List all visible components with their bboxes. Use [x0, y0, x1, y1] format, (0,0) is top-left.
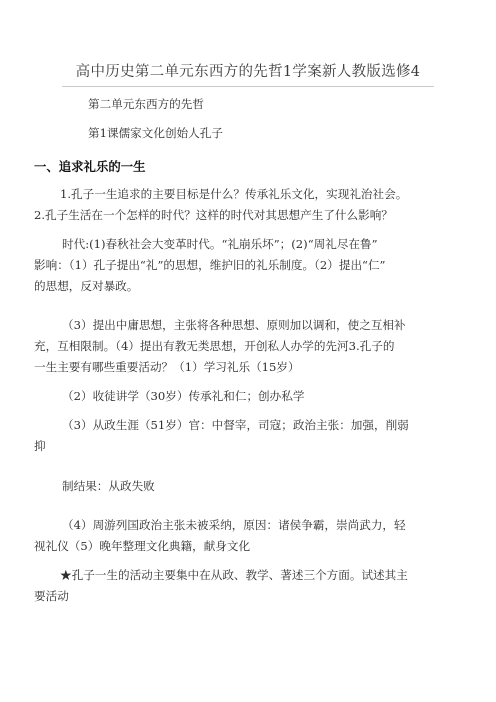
body-line: （3）从政生涯（51岁）官：中督宰，司寇；政治主张：加强，削弱 [62, 418, 409, 432]
body-line: 要活动 [34, 589, 69, 603]
body-line: （2）收徒讲学（30岁）传承礼和仁；创办私学 [62, 389, 305, 403]
unit-title: 第二单元东西方的先哲 [88, 97, 204, 111]
body-line: ★孔子一生的活动主要集中在从政、教学、著述三个方面。试述其主 [60, 568, 408, 582]
body-line: 视礼仪（5）晚年整理文化典籍，献身文化 [34, 539, 251, 553]
body-line: （3）提出中庸思想，主张将各种思想、原则加以调和，使之互相补 [62, 318, 406, 332]
body-line: 的思想，反对暴政。 [34, 279, 139, 293]
section-heading: 一、追求礼乐的一生 [34, 159, 146, 174]
body-line: 制结果：从政失败 [62, 479, 155, 493]
body-line: （4）周游列国政治主张未被采纳，原因：诸侯争霸，崇尚武力，轻 [62, 518, 406, 532]
body-line: 1.孔子一生追求的主要目标是什么？传承礼乐文化，实现礼治社会。 [60, 187, 408, 201]
body-line: 充，互相限制。（4）提出有教无类思想，开创私人办学的先河3.孔子的 [34, 339, 395, 353]
lesson-title: 第1课儒家文化创始人孔子 [88, 126, 223, 140]
body-line: 影响：（1）孔子提出“礼”的思想，维护旧的礼乐制度。（2）提出“仁” [34, 258, 386, 272]
document-title: 高中历史第二单元东西方的先哲1学案新人教版选修4 [75, 64, 421, 80]
body-line: 时代:(1)春秋社会大变革时代。“礼崩乐坏”；(2)“周礼尽在鲁” [62, 237, 378, 251]
body-line: 一生主要有哪些重要活动？（1）学习礼乐（15岁） [34, 360, 300, 374]
body-line: 抑 [34, 439, 46, 453]
title-divider [62, 86, 434, 87]
body-line: 2.孔子生活在一个怎样的时代？这样的时代对其思想产生了什么影响？ [34, 208, 393, 222]
